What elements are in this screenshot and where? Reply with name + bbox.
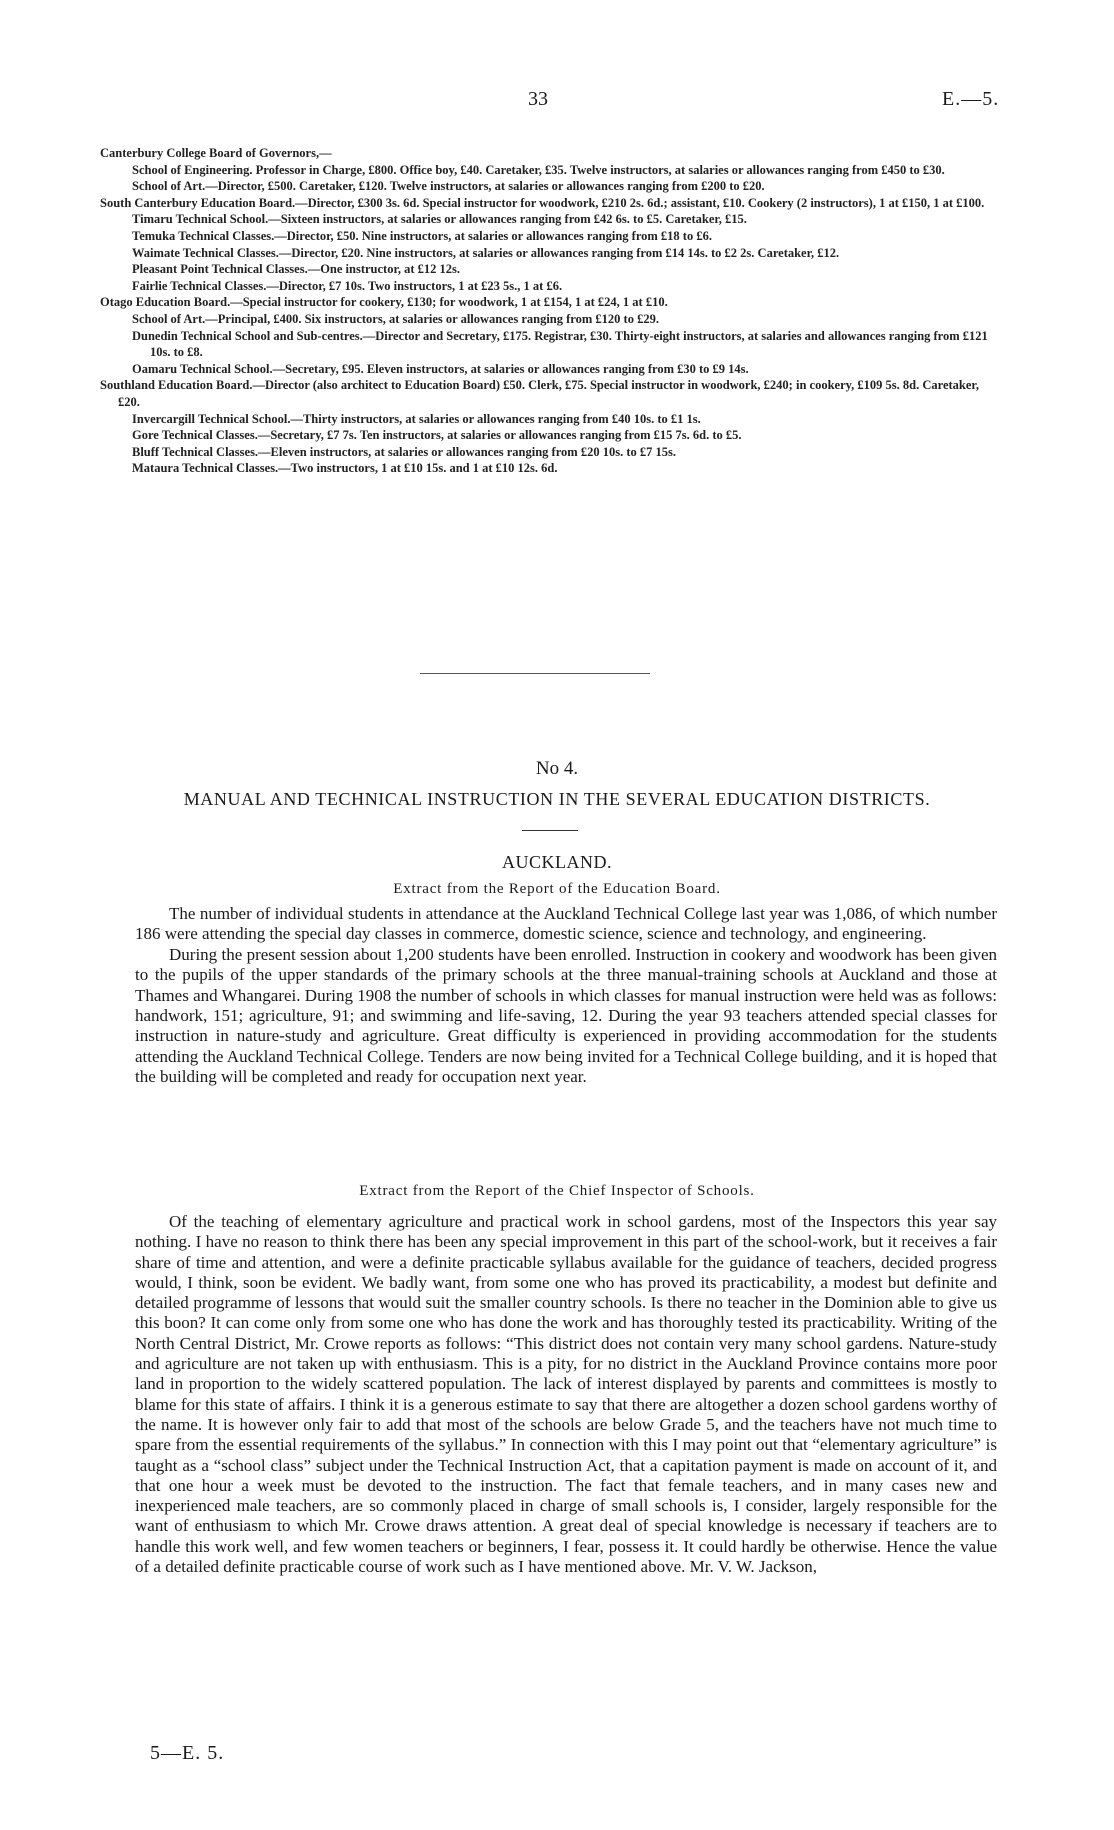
page-number: 33 xyxy=(528,88,548,110)
staff-salary-list xyxy=(100,145,1000,477)
extract-heading-board: Extract from the Report of the Education Board. xyxy=(393,881,721,897)
list-item: Canterbury College Board of Governors,— xyxy=(100,146,332,160)
region-heading: AUCKLAND. xyxy=(502,852,612,872)
list-item: Temuka Technical Classes.—Director, £50. Nine instructors, at salaries or allowances ranging from £18 to £6. xyxy=(132,228,712,243)
section-divider xyxy=(420,673,650,674)
paragraph: The number of individual students in attendance at the Auckland Technical College last year was 1,086, of which number 186 were attending the special day classes in commerce, domestic science, science and technology, and engineering. xyxy=(135,904,997,944)
list-item: Bluff Technical Classes.—Eleven instructors, at salaries or allowances ranging from £20 10s. to £7 15s. xyxy=(132,444,676,459)
list-item: South Canterbury Education Board.—Director, £300 3s. 6d. Special instructor for woodwork, £210 2s. 6d.; assistant, £10. Cookery (2 instructors), 1 at £150, 1 at £100. xyxy=(100,195,985,210)
list-item: Dunedin Technical School and Sub-centres.—Director and Secretary, £175. Registrar, £30. Thirty-eight instructors, at salaries and allowances ranging from £121 10s. to £8. xyxy=(132,328,988,360)
list-item: Fairlie Technical Classes.—Director, £7 10s. Two instructors, 1 at £23 5s., 1 at £6. xyxy=(132,278,563,293)
list-item: School of Art.—Principal, £400. Six instructors, at salaries or allowances ranging from £120 to £29. xyxy=(132,311,659,326)
section-title: MANUAL AND TECHNICAL INSTRUCTION IN THE SEVERAL EDUCATION DISTRICTS. xyxy=(183,789,931,809)
board-report-body xyxy=(135,904,997,1088)
paragraph: During the present session about 1,200 students have been enrolled. Instruction in cookery and woodwork has been given to the pupils of the upper standards of the primary schools at the three manual-training schools at Auckland and those at Thames and Whangarei. During 1908 the number of schools in which classes for manual instruction were held was as follows: handwork, 151; agriculture, 91; and swimming and life-saving, 12. During the year 93 teachers attended special classes for instruction in nature-study and agriculture. Great difficulty is experienced in providing accommodation for the students attending the Auckland Technical College. Tenders are now being invited for a Technical College building, and it is hoped that the building will be completed and ready for occupation next year. xyxy=(135,944,997,1087)
list-item: Pleasant Point Technical Classes.—One instructor, at £12 12s. xyxy=(132,262,461,277)
inspector-report-body xyxy=(135,1212,997,1577)
list-item: School of Art.—Director, £500. Caretaker, £120. Twelve instructors, at salaries or allowances ranging from £200 to £20. xyxy=(132,179,765,194)
list-item: School of Engineering. Professor in Charge, £800. Office boy, £40. Caretaker, £35. Twelve instructors, at salaries or allowances ranging from £450 to £30. xyxy=(132,162,945,177)
title-rule xyxy=(522,830,578,831)
paragraph: Of the teaching of elementary agriculture and practical work in school gardens, most of the Inspectors this year say nothing. I have no reason to think there has been any special improvement in this part of the school-work, but it receives a fair share of time and attention, and were a definite practicable syllabus available for the guidance of teachers, decided progress would, I think, soon be evident. We badly want, from some one who has proved its practicability, a modest but definite and detailed programme of lessons that would suit the smaller country schools. Is there no teacher in the Dominion able to give us this boon? It can come only from some one who has done the work and has thoroughly tested its practicability. Writing of the North Central District, Mr. Crowe reports as follows: “This district does not contain very many school gardens. Nature-study and agriculture are not taken up with enthusiasm. This is a pity, for no district in the Auckland Province contains more poor land in proportion to the widely scattered population. The lack of interest displayed by parents and committees is mostly to blame for this state of affairs. I think it is a generous estimate to say that there are altogether a dozen school gardens worthy of the name. It is however only fair to add that most of the schools are below Grade 5, and the teachers have not much time to spare from the essential requirements of the syllabus.” In connection with this I may point out that “elementary agriculture” is taught as a “school class” subject under the Technical Instruction Act, that a capitation payment is made on account of it, and that one hour a week must be devoted to the instruction. The fact that female teachers, and in many cases new and inexperienced male teachers, are so commonly placed in charge of small schools is, I consider, largely responsible for the want of enthusiasm to which Mr. Crowe draws attention. A great deal of special knowledge is necessary if teachers are to handle this work well, and few women teachers or beginners, I fear, possess it. It could hardly be otherwise. Hence the value of a detailed definite practicable course of work such as I have mentioned above. Mr. V. W. Jackson, xyxy=(135,1212,997,1577)
list-item: Invercargill Technical School.—Thirty instructors, at salaries or allowances ranging from £40 10s. to £1 1s. xyxy=(132,411,701,426)
list-item: Southland Education Board.—Director (also architect to Education Board) £50. Clerk, £75. Special instructor in woodwork, £240; in cookery, £109 5s. 8d. Caretaker, £20. xyxy=(100,378,979,409)
document-code: E.—5. xyxy=(942,88,1000,110)
list-item: Waimate Technical Classes.—Director, £20. Nine instructors, at salaries or allowances ranging from £14 14s. to £2 2s. Caretaker, £12. xyxy=(132,245,840,260)
list-item: Timaru Technical School.—Sixteen instructors, at salaries or allowances ranging from £42 6s. to £5. Caretaker, £15. xyxy=(132,212,747,227)
list-item: Mataura Technical Classes.—Two instructors, 1 at £10 15s. and 1 at £10 12s. 6d. xyxy=(132,461,558,476)
footer-signature: 5—E. 5. xyxy=(150,1742,225,1764)
list-item: Otago Education Board.—Special instructor for cookery, £130; for woodwork, 1 at £154, 1 at £24, 1 at £10. xyxy=(100,295,668,310)
list-item: Oamaru Technical School.—Secretary, £95. Eleven instructors, at salaries or allowances ranging from £30 to £9 14s. xyxy=(132,361,749,376)
extract-heading-inspector: Extract from the Report of the Chief Inspector of Schools. xyxy=(359,1183,755,1199)
list-item: Gore Technical Classes.—Secretary, £7 7s. Ten instructors, at salaries or allowances ranging from £15 7s. 6d. to £5. xyxy=(132,428,742,443)
section-number: No 4. xyxy=(535,758,579,779)
